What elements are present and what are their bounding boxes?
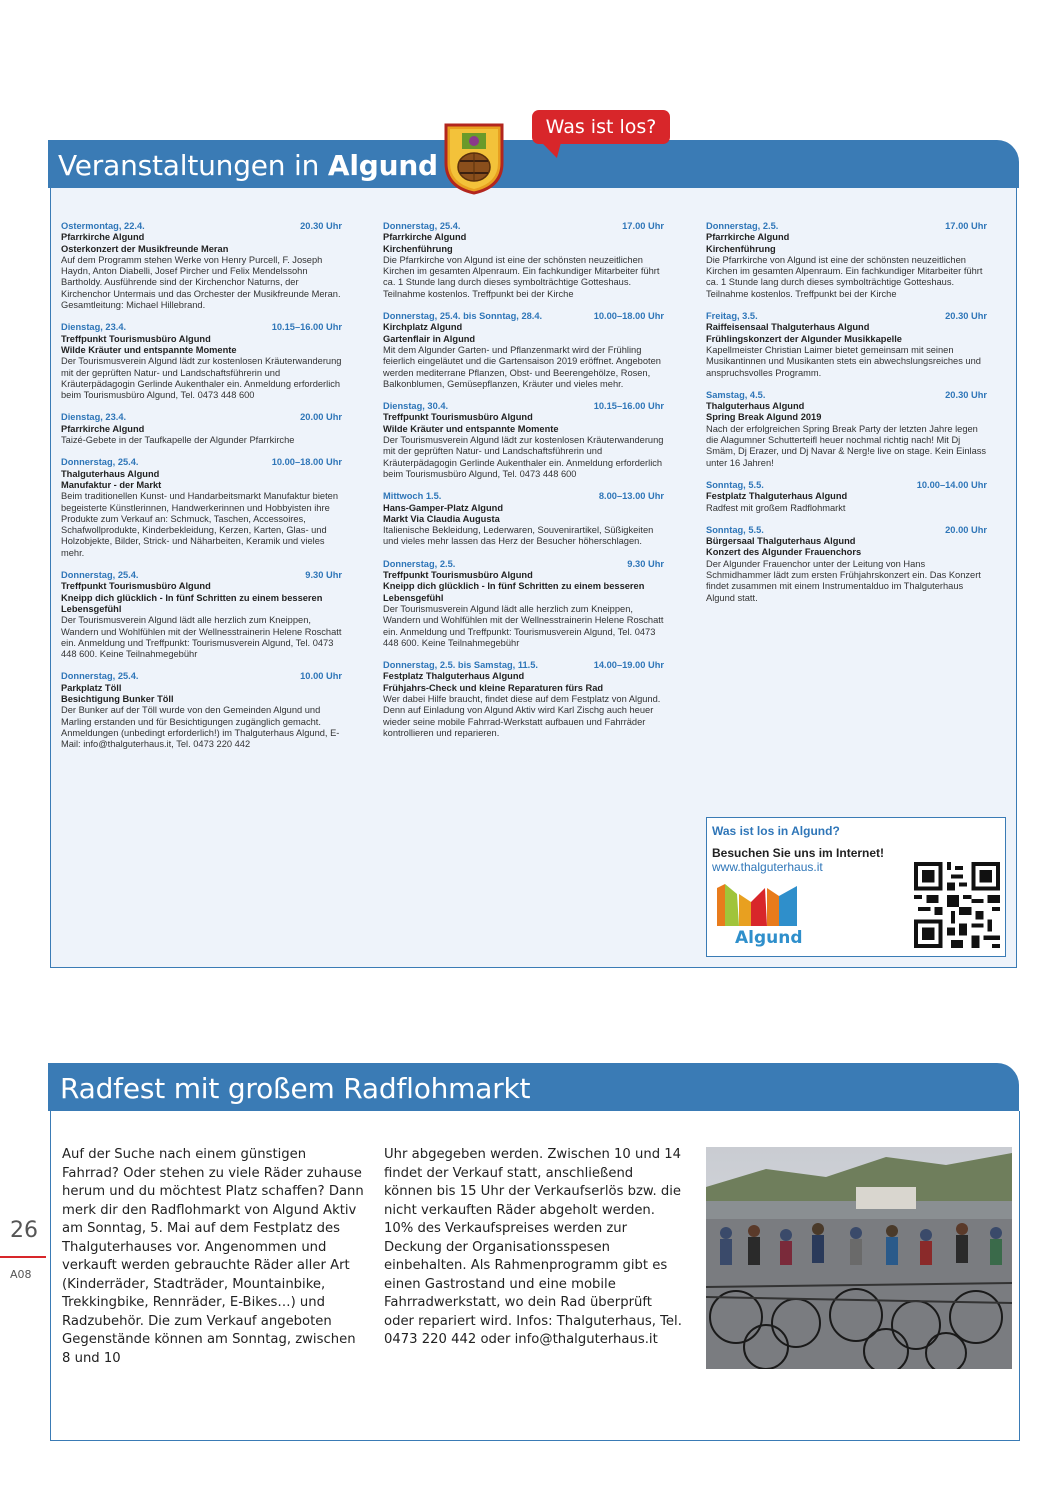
event-header <box>706 390 987 401</box>
event-title: Kneipp dich glücklich - In fünf Schritten zu einem besseren Lebensgefühl <box>61 592 323 614</box>
event-date: Donnerstag, 2.5. <box>706 221 779 231</box>
event-place: Hans-Gamper-Platz Algund <box>383 502 504 513</box>
event-time: 20.30 Uhr <box>945 389 987 400</box>
event-text: Der Tourismusverein Algund lädt zur kostenlosen Kräuterwanderung mit der geprüften Natur- und Landschaftsführerin und Kräuterpädagogin Gerlinde Aukenthaler ein. Anmeldung erforderlich beim Tourismusbüro Algund, Tel. 0473 448 600 <box>383 435 664 479</box>
event-time: 10.00–18.00 Uhr <box>593 311 664 322</box>
event-title: Markt Via Claudia Augusta <box>383 513 500 524</box>
event-date: Sonntag, 5.5. <box>706 479 764 490</box>
event-place: Treffpunkt Tourismusbüro Algund <box>383 412 533 423</box>
event-place: Raiffeisensaal Thalguterhaus Algund <box>706 322 870 333</box>
event-date: Ostermontag, 22.4. <box>61 221 145 231</box>
event-text: Der Tourismusverein Algund lädt zur kostenlosen Kräuterwanderung mit der geprüften Natur- und Landschaftsführerin und Kräuterpädagogin Gerlinde Aukenthaler ein. Anmeldung erforderlich beim Tourismusbüro Algund, Tel. 0473 448 600 <box>61 356 342 401</box>
info-cta: Besuchen Sie uns im Internet! <box>712 846 885 860</box>
event-text: Der Tourismusverein Algund lädt alle herzlich zum Kneippen, Wandern und Wohlfühlen mit der Wellnesstrainerin Helene Roschatt ein. Anmeldung und Treffpunkt: Tourismusverein Algund, Tel. 0473 448 600. Keine Teilnahmegebühr <box>383 603 664 648</box>
event-header <box>61 322 342 333</box>
event-entry <box>706 311 987 379</box>
page-code: A08 <box>10 1268 32 1281</box>
event-date: Donnerstag, 2.5. <box>383 558 456 569</box>
events-title: Veranstaltungen in Algund <box>58 149 438 182</box>
event-place: Thalguterhaus Algund <box>706 401 805 412</box>
event-date: Samstag, 4.5. <box>706 389 766 400</box>
event-text: Auf dem Programm stehen Werke von Henry Purcell, F. Joseph Haydn, Anton Diabelli, Josef Pircher und Felix Mendelssohn Bartholdy. Ausführende sind der Kirchenchor Naturns, der Kirchenchor Untermais und das Orchester der Musikfreunde Meran. Gesamtleitung: Michael Hillebrand. <box>61 254 341 311</box>
event-entry <box>61 570 342 660</box>
event-time: 10.15–16.00 Uhr <box>593 401 664 412</box>
event-header <box>383 660 664 671</box>
page-number: 26 <box>10 1218 38 1243</box>
event-date: Donnerstag, 25.4. bis Sonntag, 28.4. <box>383 311 543 322</box>
algund-crest-icon <box>444 123 504 195</box>
event-header <box>706 480 987 491</box>
event-place: Festplatz Thalguterhaus Algund <box>383 671 525 682</box>
event-time: 20.00 Uhr <box>945 524 987 535</box>
info-box <box>706 817 1006 957</box>
radfest-title: Radfest mit großem Radflohmarkt <box>60 1072 531 1105</box>
events-column-3 <box>706 221 987 615</box>
event-header <box>61 457 342 468</box>
event-date: Donnerstag, 2.5. bis Samstag, 11.5. <box>383 660 539 671</box>
event-time: 20.00 Uhr <box>300 412 342 423</box>
event-place: Treffpunkt Tourismusbüro Algund <box>383 570 533 581</box>
event-text: Der Bunker auf der Töll wurde von den Gemeinden Algund und Marling erstanden und für Besichtigungen zugänglich gemacht. Anmeldungen (unbedingt erforderlich!) im Thalguterhaus Algund, E-Mail: info@thalguterhaus.it, Tel. 0473 220 442 <box>61 705 340 750</box>
event-entry <box>383 311 664 390</box>
event-header <box>706 525 987 536</box>
event-text: Taizé-Gebete in der Taufkapelle der Algunder Pfarrkirche <box>61 435 295 446</box>
event-entry <box>61 322 342 401</box>
event-header <box>383 491 664 502</box>
bike-market-photo <box>706 1147 1012 1369</box>
event-place: Treffpunkt Tourismusbüro Algund <box>61 333 211 344</box>
events-column-2 <box>383 221 664 750</box>
event-date: Donnerstag, 25.4. <box>383 221 461 231</box>
event-header <box>61 570 342 581</box>
event-entry <box>383 401 664 480</box>
event-time: 10.00–18.00 Uhr <box>271 457 342 468</box>
event-date: Freitag, 3.5. <box>706 311 758 322</box>
event-title: Wilde Kräuter und entspannte Momente <box>61 344 237 355</box>
event-entry <box>706 480 987 514</box>
event-entry <box>61 221 342 311</box>
event-time: 17.00 Uhr <box>945 221 987 231</box>
event-date: Dienstag, 23.4. <box>61 412 127 423</box>
event-time: 10.15–16.00 Uhr <box>271 322 342 333</box>
event-time: 9.30 Uhr <box>305 570 342 581</box>
event-place: Kirchplatz Algund <box>383 322 463 333</box>
event-title: Kirchenführung <box>706 243 776 254</box>
event-title: Spring Break Algund 2019 <box>706 412 822 423</box>
event-date: Dienstag, 23.4. <box>61 322 127 333</box>
event-text: Italienische Bekleidung, Lederwaren, Souvenirartikel, Süßigkeiten und vieles mehr lassen das Herz der Besucher höherschlagen. <box>383 525 654 547</box>
event-place: Pfarrkirche Algund <box>706 232 790 243</box>
event-header <box>61 412 342 423</box>
event-text: Radfest mit großem Radflohmarkt <box>706 502 846 513</box>
event-time: 9.30 Uhr <box>627 558 664 569</box>
event-title: Frühjahrs-Check und kleine Reparaturen fürs Rad <box>383 682 604 693</box>
event-title: Gartenflair in Algund <box>383 333 476 344</box>
event-title: Kneipp dich glücklich - In fünf Schritten zu einem besseren Lebensgefühl <box>383 581 645 603</box>
event-time: 20.30 Uhr <box>300 221 342 231</box>
event-time: 17.00 Uhr <box>622 221 664 231</box>
event-place: Pfarrkirche Algund <box>61 232 145 243</box>
event-text: Nach der erfolgreichen Spring Break Party der letzten Jahre legen die Alagumner Schutterteifl heuer nochmal richtig nach! Mit Dj Smäm, Dj Erazer, und Dj Navar & Nerg!e live on stage. Kein Einlass unter 16 Jahren! <box>706 423 987 468</box>
event-title: Wilde Kräuter und entspannte Momente <box>383 423 559 434</box>
event-entry <box>383 221 664 300</box>
event-text: Die Pfarrkirche von Algund ist eine der schönsten neuzeitlichen Kirchen im gesamten Alpenraum. Ein fachkundiger Mitarbeiter führt ca. 1 Stunde lang durch dieses symbolträchtige Gotteshaus. Teilnahme kostenlos. Treffpunkt bei der Kirche <box>383 254 660 299</box>
event-date: Donnerstag, 25.4. <box>61 671 139 682</box>
event-place: Parkplatz Töll <box>61 682 122 693</box>
event-text: Beim traditionellen Kunst- und Handarbeitsmarkt Manufaktur bieten begeisterte Künstlerinnen, Handwerkerinnen und Hobbyisten ihre Produkte zum Verkauf an: Schmuck, Taschen, Accessoires, Schafwollprodukte, Kinderbekleidung, Kerzen, Karten, Glas- und Holzobjekte, Bilder, Strick- und Näharbeiten, Keramik und vieles mehr. <box>61 491 338 558</box>
event-time: 10.00–14.00 Uhr <box>916 479 987 490</box>
info-question: Was ist los in Algund? <box>712 824 840 838</box>
events-header <box>48 140 1019 188</box>
event-text: Der Algunder Frauenchor unter der Leitung von Hans Schmidhammer lädt zum ersten Frühjahrskonzert ein. Das Konzert findet zusammen mit einem Instrumentalduo im Thalguterhaus Algund statt. <box>706 558 981 603</box>
event-title: Konzert des Algunder Frauenchors <box>706 547 862 558</box>
radfest-text-col1: Auf der Suche nach einem günstigen Fahrrad? Oder stehen zu viele Räder zuhause herum und du möchtest Platz schaffen? Dann merk dir den Radflohmarkt von Algund Aktiv am Sonntag, 5. Mai auf dem Festplatz des Thalguterhauses vor. Angenommen und verkauft werden gebrauchte Räder aller Art (Kinderräder, Stadträder, Mountainbike, Trekkingbike, Rennräder, E-Bikes…) und Radzubehör. Die zum Verkauf angeboten Gegenstände können am Sonntag, zwischen 8 und 10 <box>62 1147 364 1366</box>
event-header <box>706 311 987 322</box>
event-place: Bürgersaal Thalguterhaus Algund <box>706 536 856 547</box>
page-number-rule <box>0 1256 46 1258</box>
event-header <box>383 221 664 232</box>
event-title: Manufaktur - der Markt <box>61 479 162 490</box>
event-entry <box>706 221 987 300</box>
event-date: Mittwoch 1.5. <box>383 491 442 502</box>
event-date: Sonntag, 5.5. <box>706 524 764 535</box>
algund-logo-text: Algund <box>735 928 803 948</box>
event-place: Festplatz Thalguterhaus Algund <box>706 491 848 502</box>
event-entry <box>61 457 342 559</box>
event-text: Kapellmeister Christian Laimer bietet gemeinsam mit seinen Musikantinnen und Musikanten stets ein abwechslungsreiches und anspruchsvolles Programm. <box>706 344 981 378</box>
event-header <box>61 671 342 682</box>
event-entry <box>706 390 987 469</box>
event-text: Wer dabei Hilfe braucht, findet diese auf dem Festplatz von Algund. Denn auf Einladung von Algund Aktiv wird Karl Zischg auch heuer wieder seine mobile Fahrrad-Werkstatt aufbauen und Fahrräder kontrollieren und reparieren. <box>383 693 661 738</box>
event-time: 8.00–13.00 Uhr <box>598 491 664 502</box>
event-header <box>61 221 342 232</box>
info-url-link[interactable]: www.thalguterhaus.it <box>712 860 823 874</box>
event-date: Dienstag, 30.4. <box>383 401 449 412</box>
radfest-text-col2: Uhr abgegeben werden. Zwischen 10 und 14 findet der Verkauf statt, anschließend können bis 15 Uhr der Verkaufserlös bzw. die nicht verkauften Räder abgeholt werden. 10% des Verkaufspreises werden zur Deckung der Organisationsspesen einbehalten. Als Rahmenprogramm gibt es einen Gastrostand und eine mobile Fahrradwerkstatt, wo dein Rad überprüft oder repariert wird. Infos: Thalguterhaus, Tel. 0473 220 442 oder info@thalguterhaus.it <box>384 1147 682 1347</box>
event-title: Kirchenführung <box>383 243 453 254</box>
qr-code-icon[interactable] <box>914 862 1000 948</box>
event-text: Die Pfarrkirche von Algund ist eine der schönsten neuzeitlichen Kirchen im gesamten Alpenraum. Ein fachkundiger Mitarbeiter führt ca. 1 Stunde lang durch dieses symbolträchtige Gotteshaus. Teilnahme kostenlos. Treffpunkt bei der Kirche <box>706 254 983 299</box>
event-place: Treffpunkt Tourismusbüro Algund <box>61 581 211 592</box>
event-place: Pfarrkirche Algund <box>61 423 145 434</box>
event-entry <box>61 671 342 750</box>
event-entry <box>383 491 664 547</box>
event-time: 10.00 Uhr <box>300 671 342 682</box>
event-header <box>383 401 664 412</box>
event-title: Frühlingskonzert der Algunder Musikkapelle <box>706 333 902 344</box>
event-entry <box>706 525 987 604</box>
event-entry <box>383 559 664 649</box>
event-header <box>383 559 664 570</box>
event-text: Der Tourismusverein Algund lädt alle herzlich zum Kneippen, Wandern und Wohlfühlen mit der Wellnesstrainerin Helene Roschatt ein. Anmeldung und Treffpunkt: Tourismusverein Algund, Tel. 0473 448 600. Keine Teilnahmegebühr <box>61 615 342 660</box>
events-column-1 <box>61 221 342 761</box>
event-time: 20.30 Uhr <box>945 311 987 322</box>
event-text: Mit dem Algunder Garten- und Pflanzenmarkt wird der Frühling feierlich eingeläutet und die Gartensaison 2019 eröffnet. Angeboten werden mediterrane Pflanzen, Obst- und Beerengehölze, Rosen, Balkonblumen, Gemüsepflanzen, Kräuter und vieles mehr. <box>383 344 661 389</box>
event-place: Pfarrkirche Algund <box>383 232 467 243</box>
event-date: Donnerstag, 25.4. <box>61 457 139 468</box>
event-date: Donnerstag, 25.4. <box>61 570 139 581</box>
event-header <box>706 221 987 232</box>
event-entry <box>383 660 664 739</box>
event-entry <box>61 412 342 446</box>
was-ist-los-bubble: Was ist los? <box>532 110 670 144</box>
event-title: Besichtigung Bunker Töll <box>61 693 174 704</box>
event-place: Thalguterhaus Algund <box>61 468 160 479</box>
event-time: 14.00–19.00 Uhr <box>593 660 664 671</box>
radfest-header <box>48 1063 1019 1111</box>
event-title: Osterkonzert der Musikfreunde Meran <box>61 243 229 254</box>
event-header <box>383 311 664 322</box>
